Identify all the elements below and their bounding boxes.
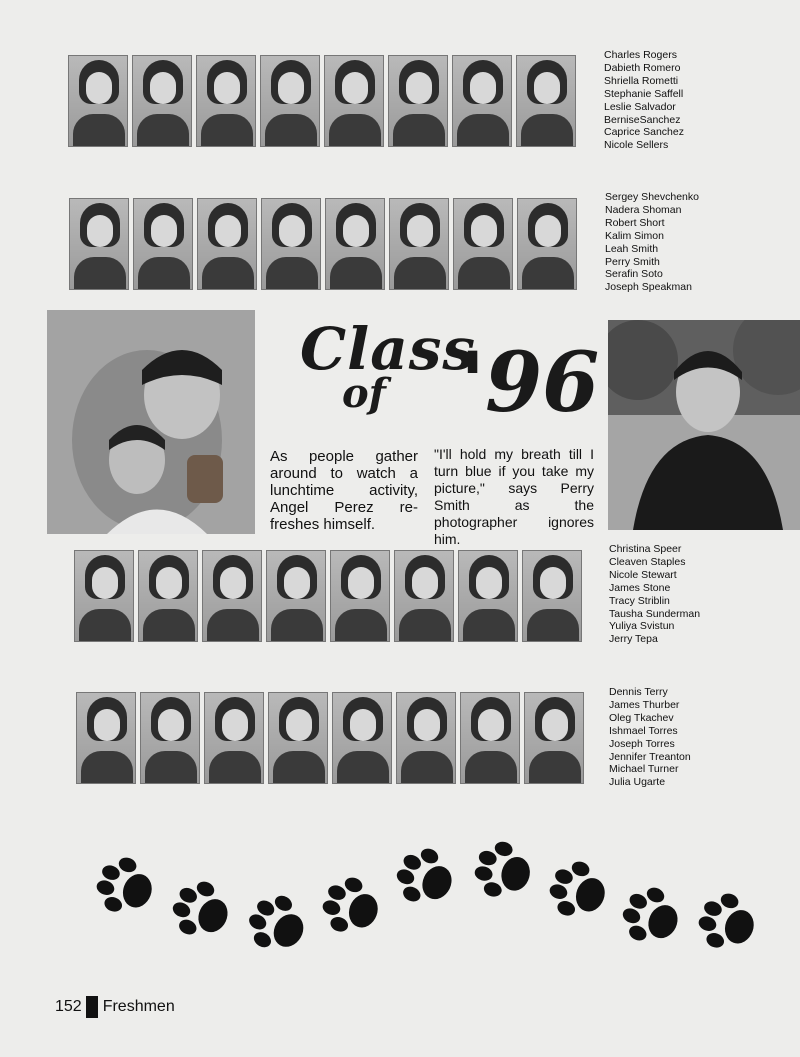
portrait [76,692,136,784]
portrait [138,550,198,642]
name-list-2 [605,191,699,294]
footer-divider-bar [86,996,98,1018]
student-name: Dabieth Romero [604,61,681,74]
paw-print-icon [618,882,688,952]
student-name: Caprice Sanchez [604,126,684,139]
portrait [453,198,513,290]
student-name: Charles Rogers [604,49,677,61]
student-name: Oleg Tkachev [609,711,674,724]
candid-photo-perry-smith [608,320,800,530]
paw-print-icon [545,856,615,926]
student-name: Dennis Terry [609,686,668,698]
portrait [133,198,193,290]
portrait [452,55,512,147]
student-name: Tausha Sunderman [609,607,701,620]
portrait [68,55,128,147]
portrait [74,550,134,642]
student-name: BerniseSanchez [604,113,681,126]
student-name: Michael Turner [609,763,679,776]
paw-print-icon [244,890,314,960]
student-name: Perry Smith [605,255,660,268]
portrait [140,692,200,784]
caption-right: "I'll hold my breath till I turn blue if you take my picture," says Perry Smith as the photographer ignores him. [434,446,594,547]
student-name: Nicole Stewart [609,568,677,581]
caption-left: As people gather around to watch a lunchtime activity, Angel Perez re-freshes himself. [270,448,418,533]
portrait [266,550,326,642]
portrait-row-4 [76,692,584,784]
student-name: James Stone [609,581,671,594]
student-name: Joseph Speakman [605,281,692,294]
student-name: Yuliya Svistun [609,620,675,633]
student-name: Tracy Striblin [609,594,670,607]
paw-print-icon [470,836,540,906]
portrait [69,198,129,290]
portrait [261,198,321,290]
portrait [396,692,456,784]
portrait [460,692,520,784]
student-name: Sergey Shevchenko [605,191,699,203]
student-name: Leslie Salvador [604,100,676,113]
student-name: Leah Smith [605,242,659,255]
paw-print-icon [694,888,764,958]
portrait [524,692,584,784]
title-line-year: '96 [460,335,600,431]
student-name: Joseph Torres [609,737,675,750]
student-name: Jennifer Treanton [609,750,691,763]
title-line-of: of [342,370,386,417]
student-name: Cleaven Staples [609,555,686,568]
student-name: Serafin Soto [605,268,663,281]
name-list-4 [609,686,691,789]
student-name: Robert Short [605,216,665,229]
portrait [260,55,320,147]
student-name: James Thurber [609,698,680,711]
portrait-row-3 [74,550,582,642]
student-name: Julia Ugarte [609,776,666,789]
page-number: 152 [55,998,82,1015]
title-line-class: Class [300,315,477,383]
paw-print-icon [392,843,462,913]
portrait [325,198,385,290]
student-name: Christina Speer [609,543,682,555]
student-name: Stephanie Saffell [604,87,684,100]
portrait [196,55,256,147]
portrait [332,692,392,784]
portrait [388,55,448,147]
student-name: Kalim Simon [605,229,664,242]
portrait [202,550,262,642]
paw-print-icon [318,872,388,942]
portrait-row-1 [68,55,576,147]
portrait [522,550,582,642]
page-footer [55,996,175,1018]
student-name: Nicole Sellers [604,139,669,152]
paw-print-icon [168,876,238,946]
student-name: Nadera Shoman [605,203,682,216]
portrait [132,55,192,147]
portrait [389,198,449,290]
portrait [394,550,454,642]
portrait [458,550,518,642]
portrait [268,692,328,784]
paw-print-icon [92,852,162,922]
student-name: Ishmael Torres [609,724,678,737]
portrait-row-2 [69,198,577,290]
portrait [330,550,390,642]
name-list-3 [609,543,700,646]
portrait [517,198,577,290]
portrait [197,198,257,290]
portrait [516,55,576,147]
name-list-1 [604,49,684,152]
candid-photo-angel-perez [47,310,255,534]
portrait [204,692,264,784]
student-name: Shriella Rometti [604,74,679,87]
portrait [324,55,384,147]
student-name: Jerry Tepa [609,633,658,646]
section-label: Freshmen [102,998,175,1015]
